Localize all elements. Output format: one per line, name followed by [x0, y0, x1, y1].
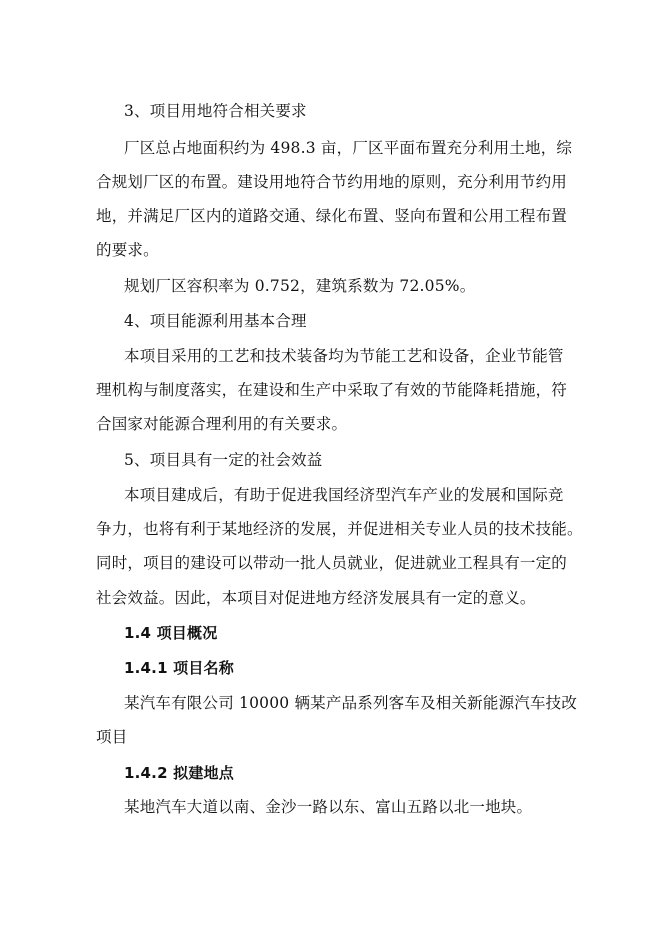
- section-1-4-2-heading: 1.4.2 拟建地点: [124, 764, 234, 782]
- section-3-para1-line4: 的要求。: [96, 241, 159, 259]
- section-5-para-line4: 社会效益。因此，本项目对促进地方经济发展具有一定的意义。: [96, 589, 536, 607]
- section-5-para-line1: 本项目建成后，有助于促进我国经济型汽车产业的发展和国际竞: [124, 486, 564, 504]
- section-5-para-line3: 同时，项目的建设可以带动一批人员就业，促进就业工程具有一定的: [96, 554, 568, 572]
- section-4-para-line3: 合国家对能源合理利用的有关要求。: [96, 415, 348, 433]
- section-1-4-heading: 1.4 项目概况: [124, 624, 218, 642]
- section-4-para-line2: 理机构与制度落实，在建设和生产中采取了有效的节能降耗措施，符: [96, 381, 568, 399]
- section-3-para1-line3: 地，并满足厂区内的道路交通、绿化布置、竖向布置和公用工程布置: [96, 207, 568, 225]
- section-1-4-1-heading: 1.4.1 项目名称: [124, 659, 234, 677]
- section-3-para2: 规划厂区容积率为 0.752，建筑系数为 72.05%。: [124, 277, 476, 295]
- section-3-para1-line1: 厂区总占地面积约为 498.3 亩，厂区平面布置充分利用土地，综: [124, 139, 573, 157]
- project-name-line1: 某汽车有限公司 10000 辆某产品系列客车及相关新能源汽车技改: [124, 694, 578, 712]
- section-3-para1-line2: 合规划厂区的布置。建设用地符合节约用地的原则，充分利用节约用: [96, 173, 568, 191]
- section-5-title: 5、项目具有一定的社会效益: [124, 451, 323, 469]
- section-4-title: 4、项目能源利用基本合理: [124, 312, 307, 330]
- section-4-para-line1: 本项目采用的工艺和技术装备均为节能工艺和设备，企业节能管: [124, 347, 564, 365]
- project-name-line2: 项目: [96, 728, 128, 746]
- project-location-text: 某地汽车大道以南、金沙一路以东、富山五路以北一地块。: [124, 798, 533, 816]
- section-5-para-line2: 争力，也将有利于某地经济的发展，并促进相关专业人员的技术技能。: [96, 520, 583, 538]
- section-3-title: 3、项目用地符合相关要求: [124, 102, 307, 120]
